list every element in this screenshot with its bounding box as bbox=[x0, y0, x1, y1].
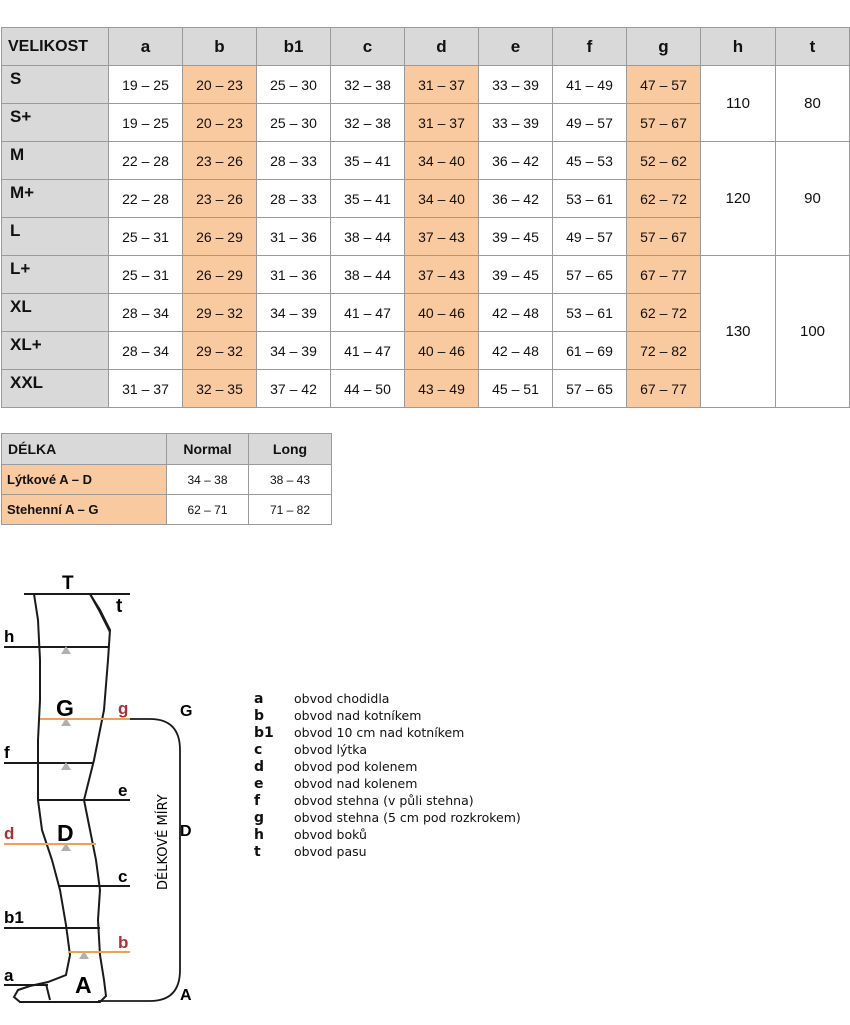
legend-desc: obvod nad kolenem bbox=[294, 776, 418, 791]
size-cell-c: 41 – 47 bbox=[331, 332, 405, 370]
size-cell-d: 37 – 43 bbox=[405, 218, 479, 256]
legend-desc: obvod nad kotníkem bbox=[294, 708, 422, 723]
legend-item bbox=[254, 792, 521, 809]
size-row bbox=[2, 66, 850, 104]
size-cell-g: 52 – 62 bbox=[627, 142, 701, 180]
label-h: h bbox=[4, 627, 15, 646]
legend-item bbox=[254, 809, 521, 826]
label-g: g bbox=[118, 699, 129, 718]
size-cell-d: 40 – 46 bbox=[405, 294, 479, 332]
size-label: S+ bbox=[2, 104, 109, 142]
size-label: XL+ bbox=[2, 332, 109, 370]
header-normal: Normal bbox=[167, 434, 249, 465]
label-D: D bbox=[57, 820, 74, 846]
label-T: T bbox=[62, 573, 74, 594]
label-f: f bbox=[4, 743, 10, 762]
legend-key: h bbox=[254, 826, 264, 843]
size-cell-a: 28 – 34 bbox=[109, 332, 183, 370]
legend-item bbox=[254, 843, 521, 860]
legend-key: g bbox=[254, 809, 265, 826]
size-cell-b1: 34 – 39 bbox=[257, 294, 331, 332]
size-cell-b: 20 – 23 bbox=[183, 66, 257, 104]
header-d: d bbox=[405, 28, 479, 66]
size-cell-e: 45 – 51 bbox=[479, 370, 553, 408]
size-cell-a: 25 – 31 bbox=[109, 256, 183, 294]
size-cell-a: 22 – 28 bbox=[109, 142, 183, 180]
size-cell-g: 62 – 72 bbox=[627, 294, 701, 332]
label-b1: b1 bbox=[4, 908, 24, 927]
size-cell-d: 43 – 49 bbox=[405, 370, 479, 408]
header-h: h bbox=[701, 28, 776, 66]
size-cell-a: 25 – 31 bbox=[109, 218, 183, 256]
size-cell-f: 61 – 69 bbox=[553, 332, 627, 370]
legend-desc: obvod 10 cm nad kotníkem bbox=[294, 725, 465, 740]
size-cell-h: 130 bbox=[701, 256, 776, 408]
size-label: L+ bbox=[2, 256, 109, 294]
length-long: 38 – 43 bbox=[249, 465, 332, 495]
legend-key: f bbox=[254, 792, 261, 809]
label-vertical-delkove-miry: DÉLKOVÉ MÍRY bbox=[156, 794, 171, 890]
size-cell-b1: 28 – 33 bbox=[257, 142, 331, 180]
size-cell-h: 120 bbox=[701, 142, 776, 256]
size-cell-f: 49 – 57 bbox=[553, 218, 627, 256]
legend-key: t bbox=[254, 843, 261, 860]
header-t: t bbox=[776, 28, 850, 66]
header-g: g bbox=[627, 28, 701, 66]
legend-desc: obvod boků bbox=[294, 827, 367, 842]
size-cell-c: 38 – 44 bbox=[331, 256, 405, 294]
size-row bbox=[2, 256, 850, 294]
size-cell-d: 37 – 43 bbox=[405, 256, 479, 294]
size-cell-c: 44 – 50 bbox=[331, 370, 405, 408]
size-cell-c: 35 – 41 bbox=[331, 180, 405, 218]
leg-measurement-diagram bbox=[0, 565, 240, 1010]
label-right-A: A bbox=[180, 987, 192, 1004]
size-cell-e: 33 – 39 bbox=[479, 66, 553, 104]
size-cell-f: 41 – 49 bbox=[553, 66, 627, 104]
size-cell-f: 57 – 65 bbox=[553, 370, 627, 408]
header-a: a bbox=[109, 28, 183, 66]
size-cell-f: 49 – 57 bbox=[553, 104, 627, 142]
size-cell-b1: 25 – 30 bbox=[257, 66, 331, 104]
size-cell-e: 42 – 48 bbox=[479, 332, 553, 370]
size-cell-d: 34 – 40 bbox=[405, 142, 479, 180]
size-cell-d: 40 – 46 bbox=[405, 332, 479, 370]
size-cell-g: 67 – 77 bbox=[627, 370, 701, 408]
length-table-header-row bbox=[2, 434, 332, 465]
legend-key: c bbox=[254, 741, 263, 758]
size-cell-e: 36 – 42 bbox=[479, 142, 553, 180]
size-cell-e: 36 – 42 bbox=[479, 180, 553, 218]
size-cell-f: 45 – 53 bbox=[553, 142, 627, 180]
size-cell-t: 80 bbox=[776, 66, 850, 142]
header-long: Long bbox=[249, 434, 332, 465]
size-cell-d: 31 – 37 bbox=[405, 66, 479, 104]
size-cell-b: 32 – 35 bbox=[183, 370, 257, 408]
legend-desc: obvod pod kolenem bbox=[294, 759, 418, 774]
size-cell-d: 31 – 37 bbox=[405, 104, 479, 142]
size-row bbox=[2, 142, 850, 180]
length-long: 71 – 82 bbox=[249, 495, 332, 525]
size-label: XL bbox=[2, 294, 109, 332]
size-cell-b1: 37 – 42 bbox=[257, 370, 331, 408]
size-cell-e: 39 – 45 bbox=[479, 256, 553, 294]
size-label: L bbox=[2, 218, 109, 256]
size-label: S bbox=[2, 66, 109, 104]
size-cell-b1: 34 – 39 bbox=[257, 332, 331, 370]
size-cell-c: 35 – 41 bbox=[331, 142, 405, 180]
size-cell-c: 41 – 47 bbox=[331, 294, 405, 332]
size-cell-b: 23 – 26 bbox=[183, 180, 257, 218]
header-delka: DÉLKA bbox=[2, 434, 167, 465]
size-label: M+ bbox=[2, 180, 109, 218]
size-cell-a: 22 – 28 bbox=[109, 180, 183, 218]
size-cell-a: 19 – 25 bbox=[109, 66, 183, 104]
size-table-header-row bbox=[2, 28, 850, 66]
size-cell-b: 26 – 29 bbox=[183, 256, 257, 294]
legend-desc: obvod pasu bbox=[294, 844, 367, 859]
leg-outline bbox=[14, 594, 110, 1002]
size-cell-a: 31 – 37 bbox=[109, 370, 183, 408]
header-velikost: VELIKOST bbox=[2, 28, 109, 66]
header-b1: b1 bbox=[257, 28, 331, 66]
header-f: f bbox=[553, 28, 627, 66]
legend-key: b1 bbox=[254, 724, 274, 741]
label-d: d bbox=[4, 824, 15, 843]
legend-key: b bbox=[254, 707, 265, 724]
size-cell-e: 33 – 39 bbox=[479, 104, 553, 142]
size-cell-f: 53 – 61 bbox=[553, 294, 627, 332]
label-A: A bbox=[75, 972, 92, 998]
size-cell-b1: 31 – 36 bbox=[257, 256, 331, 294]
legend-desc: obvod stehna (5 cm pod rozkrokem) bbox=[294, 810, 521, 825]
legend-item bbox=[254, 707, 521, 724]
legend-item bbox=[254, 724, 521, 741]
size-cell-f: 53 – 61 bbox=[553, 180, 627, 218]
legend-desc: obvod lýtka bbox=[294, 742, 367, 757]
label-right-G: G bbox=[180, 703, 193, 720]
legend-desc: obvod stehna (v půli stehna) bbox=[294, 793, 474, 808]
length-normal: 34 – 38 bbox=[167, 465, 249, 495]
legend-key: d bbox=[254, 758, 265, 775]
legend-item bbox=[254, 741, 521, 758]
legend-desc: obvod chodidla bbox=[294, 691, 390, 706]
size-cell-b1: 25 – 30 bbox=[257, 104, 331, 142]
label-G: G bbox=[56, 695, 74, 721]
label-a: a bbox=[4, 966, 14, 985]
size-cell-c: 32 – 38 bbox=[331, 66, 405, 104]
size-cell-b: 26 – 29 bbox=[183, 218, 257, 256]
legend-item bbox=[254, 758, 521, 775]
size-cell-g: 57 – 67 bbox=[627, 218, 701, 256]
size-cell-b: 23 – 26 bbox=[183, 142, 257, 180]
label-e: e bbox=[118, 781, 128, 800]
header-b: b bbox=[183, 28, 257, 66]
size-cell-c: 38 – 44 bbox=[331, 218, 405, 256]
label-right-D: D bbox=[180, 823, 192, 840]
length-normal: 62 – 71 bbox=[167, 495, 249, 525]
length-row bbox=[2, 495, 332, 525]
size-table-body bbox=[2, 66, 850, 408]
size-cell-c: 32 – 38 bbox=[331, 104, 405, 142]
size-cell-d: 34 – 40 bbox=[405, 180, 479, 218]
length-label: Stehenní A – G bbox=[2, 495, 167, 525]
legend-item bbox=[254, 826, 521, 843]
size-cell-g: 57 – 67 bbox=[627, 104, 701, 142]
size-cell-e: 39 – 45 bbox=[479, 218, 553, 256]
size-cell-h: 110 bbox=[701, 66, 776, 142]
header-c: c bbox=[331, 28, 405, 66]
size-cell-b: 29 – 32 bbox=[183, 294, 257, 332]
legend-key: a bbox=[254, 690, 264, 707]
size-cell-b: 20 – 23 bbox=[183, 104, 257, 142]
size-cell-e: 42 – 48 bbox=[479, 294, 553, 332]
size-cell-g: 67 – 77 bbox=[627, 256, 701, 294]
size-cell-f: 57 – 65 bbox=[553, 256, 627, 294]
size-cell-b: 29 – 32 bbox=[183, 332, 257, 370]
label-t: t bbox=[116, 596, 123, 617]
size-cell-b1: 28 – 33 bbox=[257, 180, 331, 218]
header-e: e bbox=[479, 28, 553, 66]
length-table bbox=[1, 433, 332, 525]
size-cell-b1: 31 – 36 bbox=[257, 218, 331, 256]
legend-item bbox=[254, 775, 521, 792]
size-cell-a: 19 – 25 bbox=[109, 104, 183, 142]
length-label: Lýtkové A – D bbox=[2, 465, 167, 495]
length-row bbox=[2, 465, 332, 495]
label-c: c bbox=[118, 867, 128, 886]
label-b: b bbox=[118, 933, 129, 952]
size-cell-t: 100 bbox=[776, 256, 850, 408]
measurement-legend bbox=[254, 690, 521, 860]
legend-item bbox=[254, 690, 521, 707]
size-label: XXL bbox=[2, 370, 109, 408]
size-table bbox=[1, 27, 850, 408]
size-cell-a: 28 – 34 bbox=[109, 294, 183, 332]
size-cell-g: 72 – 82 bbox=[627, 332, 701, 370]
size-label: M bbox=[2, 142, 109, 180]
legend-key: e bbox=[254, 775, 264, 792]
size-cell-g: 47 – 57 bbox=[627, 66, 701, 104]
size-cell-t: 90 bbox=[776, 142, 850, 256]
size-cell-g: 62 – 72 bbox=[627, 180, 701, 218]
